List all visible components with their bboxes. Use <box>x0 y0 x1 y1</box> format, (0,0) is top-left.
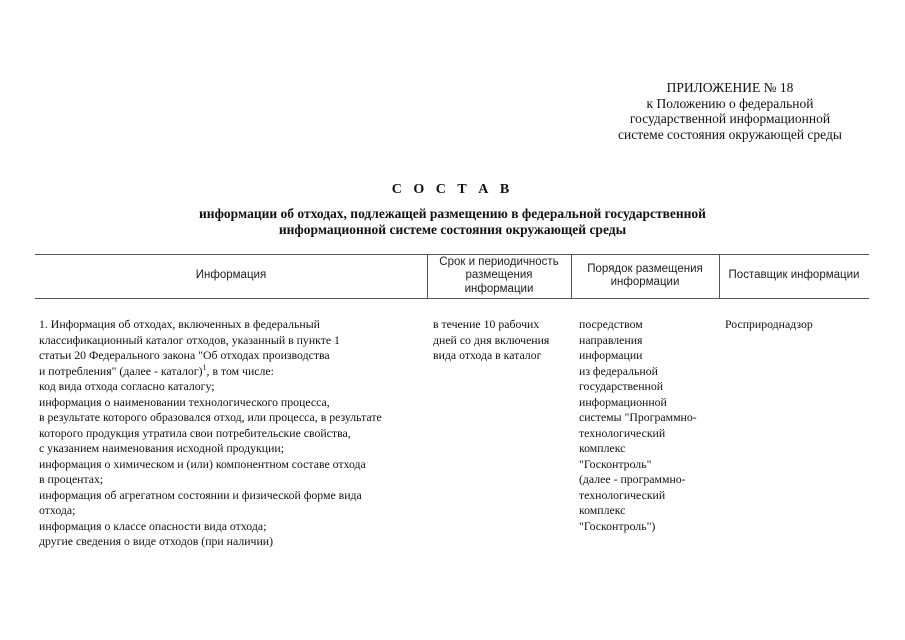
text-line: Росприроднадзор <box>725 317 813 331</box>
header-label: размещения <box>465 269 533 282</box>
header-provider <box>719 254 869 298</box>
cell-information <box>39 317 427 550</box>
text-line: код вида отхода согласно каталогу; <box>39 379 215 393</box>
text-line: вида отхода в каталог <box>433 348 542 362</box>
text-line: в течение 10 рабочих <box>433 317 540 331</box>
header-label: Информация <box>195 269 267 282</box>
cell-provider <box>725 317 869 333</box>
text-line: технологический <box>579 487 666 502</box>
text-line: системы "Программно- <box>579 410 697 424</box>
header-deadline <box>427 254 571 298</box>
text-line: которого продукция утратила свои потребительские свойства, <box>39 425 351 440</box>
appendix-line: системе состояния окружающей среды <box>618 126 842 142</box>
text-line: "Госконтроль") <box>579 518 656 533</box>
header-information <box>35 254 427 298</box>
appendix-line: государственной информационной <box>629 111 831 126</box>
appendix-line: ПРИЛОЖЕНИЕ № 18 <box>666 80 794 95</box>
text-line: информация о химическом и (или) компонентном составе отхода <box>39 456 366 471</box>
appendix-heading <box>560 80 900 142</box>
composition-table <box>35 254 869 554</box>
subtitle-line: информационной системе состояния окружающей среды <box>278 222 627 237</box>
header-procedure <box>571 254 719 298</box>
document-subtitle <box>60 206 845 238</box>
text-line: статьи 20 Федерального закона "Об отходах производства <box>39 348 330 362</box>
text-line: в результате которого образовался отход, или процесса, в результате <box>39 410 382 424</box>
header-label: информации <box>464 282 534 295</box>
text-line: информации <box>579 348 643 362</box>
header-label: Порядок размещения <box>587 262 703 275</box>
text-line: комплекс <box>579 441 626 455</box>
text-line: отхода; <box>39 503 76 517</box>
text-line: информация о классе опасности вида отхода; <box>39 518 267 533</box>
text-line: информационной <box>579 394 667 409</box>
text-line: классификационный каталог отходов, указанный в пункте 1 <box>39 332 340 347</box>
text-line: технологический <box>579 425 666 440</box>
text-fragment: , в том числе: <box>206 363 274 378</box>
text-line <box>39 364 427 380</box>
text-line: посредством <box>579 317 643 331</box>
header-label: Поставщик информации <box>728 269 860 282</box>
text-line: направления <box>579 332 643 347</box>
header-bottom-rule <box>35 298 869 299</box>
appendix-line: к Положению о федеральной <box>646 95 814 111</box>
text-fragment: и потребления" (далее - каталог) <box>39 363 203 378</box>
subtitle-line: информации об отходах, подлежащей размещению в федеральной государственной <box>199 206 706 221</box>
document-title: С О С Т А В <box>391 182 514 197</box>
text-line: другие сведения о виде отходов (при наличии) <box>39 534 274 548</box>
header-label: Срок и периодичность <box>439 255 559 268</box>
header-label: информации <box>610 276 680 288</box>
text-line: 1. Информация об отходах, включенных в федеральный <box>39 317 320 331</box>
text-line: комплекс <box>579 503 626 517</box>
cell-deadline <box>433 317 569 364</box>
text-line: информация об агрегатном состоянии и физической форме вида <box>39 487 362 502</box>
text-line: дней со дня включения <box>433 332 550 347</box>
text-line: государственной <box>579 379 664 393</box>
text-line: в процентах; <box>39 472 104 486</box>
text-line: из федеральной <box>579 363 658 378</box>
footnote-marker: 1 <box>202 362 207 372</box>
text-line: "Госконтроль" <box>579 456 652 471</box>
text-line: (далее - программно- <box>579 472 686 486</box>
text-line: информация о наименовании технологического процесса, <box>39 394 330 409</box>
cell-procedure <box>579 317 719 534</box>
text-line: с указанием наименования исходной продукции; <box>39 441 284 455</box>
